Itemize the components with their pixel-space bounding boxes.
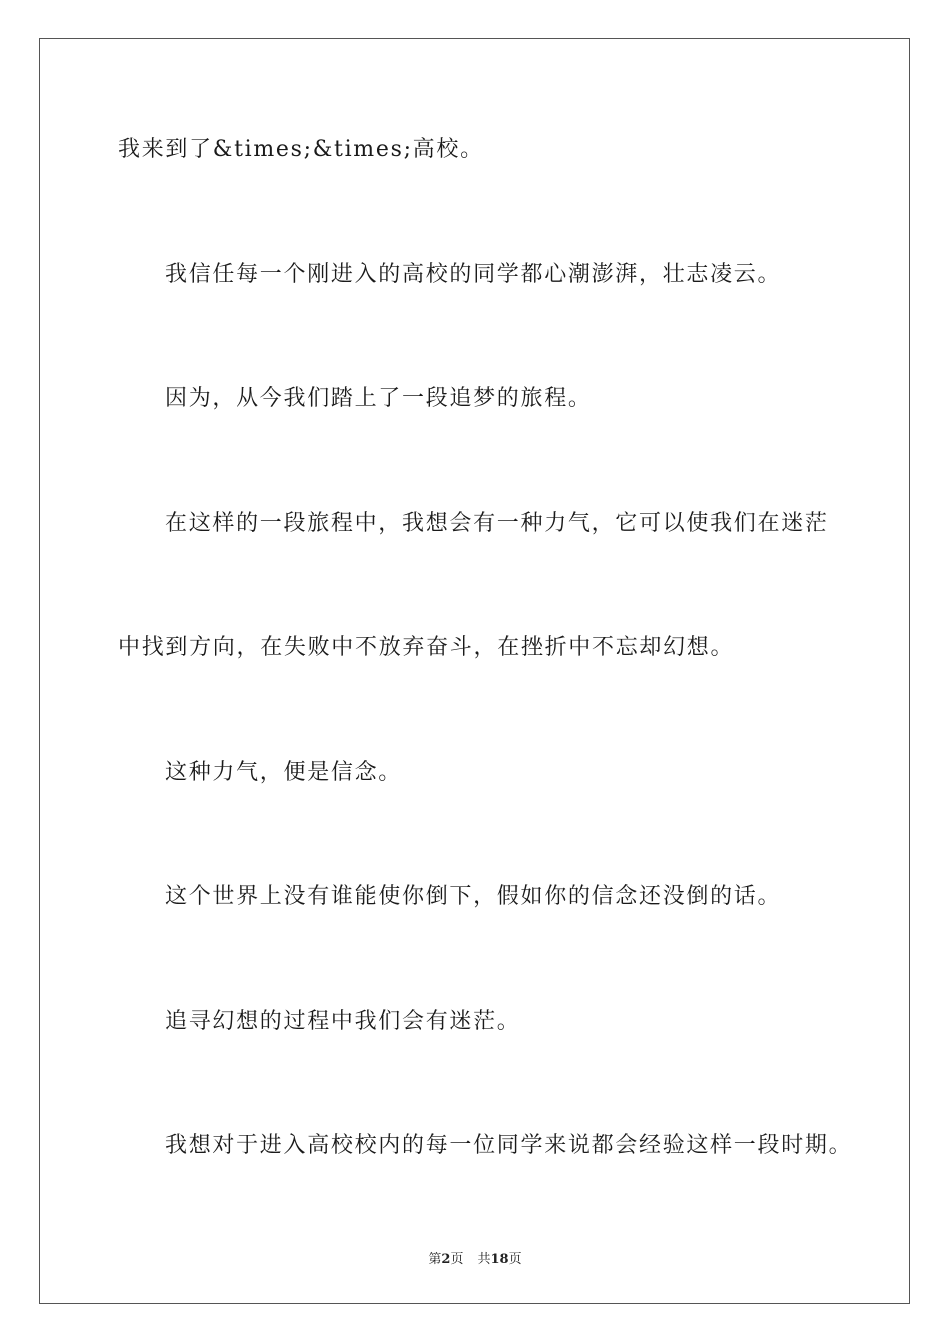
paragraph-6: 这个世界上没有谁能使你倒下，假如你的信念还没倒的话。 xyxy=(165,884,782,909)
footer-page-prefix: 第 xyxy=(428,1252,442,1267)
footer-total-prefix: 共 xyxy=(477,1252,491,1267)
footer-page-number: 2 xyxy=(441,1252,451,1267)
footer-total-pages: 18 xyxy=(490,1252,509,1267)
paragraph-8: 我想对于进入高校校内的每一位同学来说都会经验这样一段时期。 xyxy=(165,1133,853,1158)
paragraph-4-line-1: 在这样的一段旅程中，我想会有一种力气，它可以使我们在迷茫 xyxy=(165,511,829,536)
paragraph-1: 我来到了&times;&times;高校。 xyxy=(118,137,484,162)
footer-page-suffix: 页 xyxy=(450,1252,464,1267)
paragraph-5: 这种力气，便是信念。 xyxy=(165,760,403,785)
page-footer xyxy=(0,1248,950,1267)
paragraph-4-line-2: 中找到方向，在失败中不放弃奋斗，在挫折中不忘却幻想。 xyxy=(118,635,735,660)
page-border xyxy=(39,38,910,1304)
paragraph-2: 我信任每一个刚进入的高校的同学都心潮澎湃，壮志凌云。 xyxy=(165,262,782,287)
footer-total-suffix: 页 xyxy=(508,1252,522,1267)
paragraph-7: 追寻幻想的过程中我们会有迷茫。 xyxy=(165,1009,521,1034)
paragraph-3: 因为，从今我们踏上了一段追梦的旅程。 xyxy=(165,386,592,411)
